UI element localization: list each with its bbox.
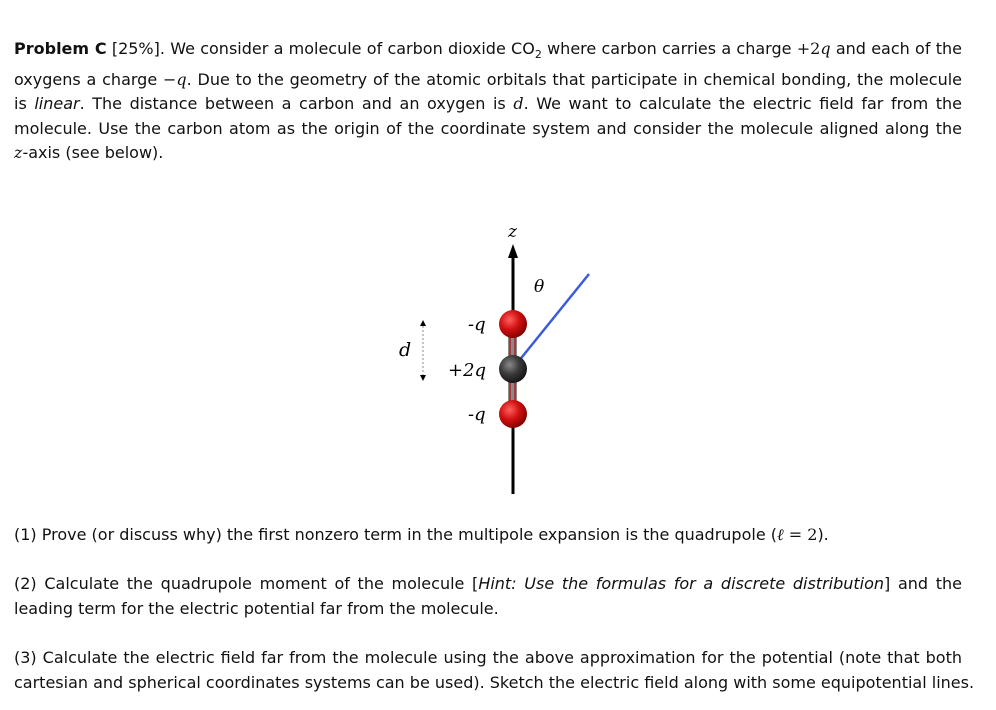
question-1 — [14, 523, 962, 548]
intro-line-1 — [14, 37, 962, 68]
question-2-line-2: leading term for the electric potential far from the molecule. — [14, 598, 499, 618]
problem-weight: [25%]. — [111, 39, 165, 58]
distance-label: d — [399, 339, 412, 361]
question-2-line-1: (2) Calculate the quadrupole moment of the molecule [Hint: Use the formulas for a discrete distribution] and the — [14, 574, 962, 593]
charge-label-bottom: -q — [468, 404, 486, 425]
distance-arrow-bottom — [420, 375, 426, 381]
distance-arrow-top — [420, 320, 426, 326]
z-axis-label: z — [508, 222, 517, 242]
problem-heading: Problem C — [14, 39, 107, 58]
intro-line-2: oxygens a charge −q. Due to the geometry of the atomic orbitals that participate in chemical bonding, the molecule — [14, 69, 963, 89]
theta-label: θ — [534, 277, 545, 297]
question-3 — [14, 646, 975, 695]
question-3-line-1: (3) Calculate the electric field far from the molecule using the above approximation for the potential (note that both — [14, 648, 962, 667]
theta-direction-line — [518, 274, 589, 362]
question-1-number: (1) — [14, 525, 37, 544]
oxygen-atom-top — [499, 310, 527, 338]
question-2 — [14, 572, 962, 621]
question-1-line: (1) Prove (or discuss why) the first nonzero term in the multipole expansion is the quadrupole (ℓ = 2). — [14, 525, 829, 544]
question-3-line-2: cartesian and spherical coordinates systems can be used). Sketch the electric field along with some equipotential lines. — [14, 672, 975, 692]
intro-line-4: molecule. Use the carbon atom as the origin of the coordinate system and consider the molecule aligned along the — [14, 118, 962, 138]
oxygen-atom-bottom — [499, 400, 527, 428]
question-3-number: (3) — [14, 648, 37, 667]
intro-line-5: z-axis (see below). — [14, 143, 164, 163]
z-axis-arrowhead — [508, 244, 518, 258]
charge-label-center: +2q — [448, 360, 487, 381]
intro-text-1a: We consider a molecule of carbon dioxide $CO_2$ where carbon carries a charge +2q and each of the — [170, 39, 962, 62]
problem-statement — [14, 37, 962, 166]
charge-label-top: -q — [468, 314, 486, 335]
co2-molecule-figure — [380, 210, 620, 505]
carbon-atom — [499, 355, 527, 383]
intro-line-3: is linear. The distance between a carbon and an oxygen is d. We want to calculate the electric field far from the — [14, 94, 962, 114]
question-2-number: (2) — [14, 574, 37, 593]
